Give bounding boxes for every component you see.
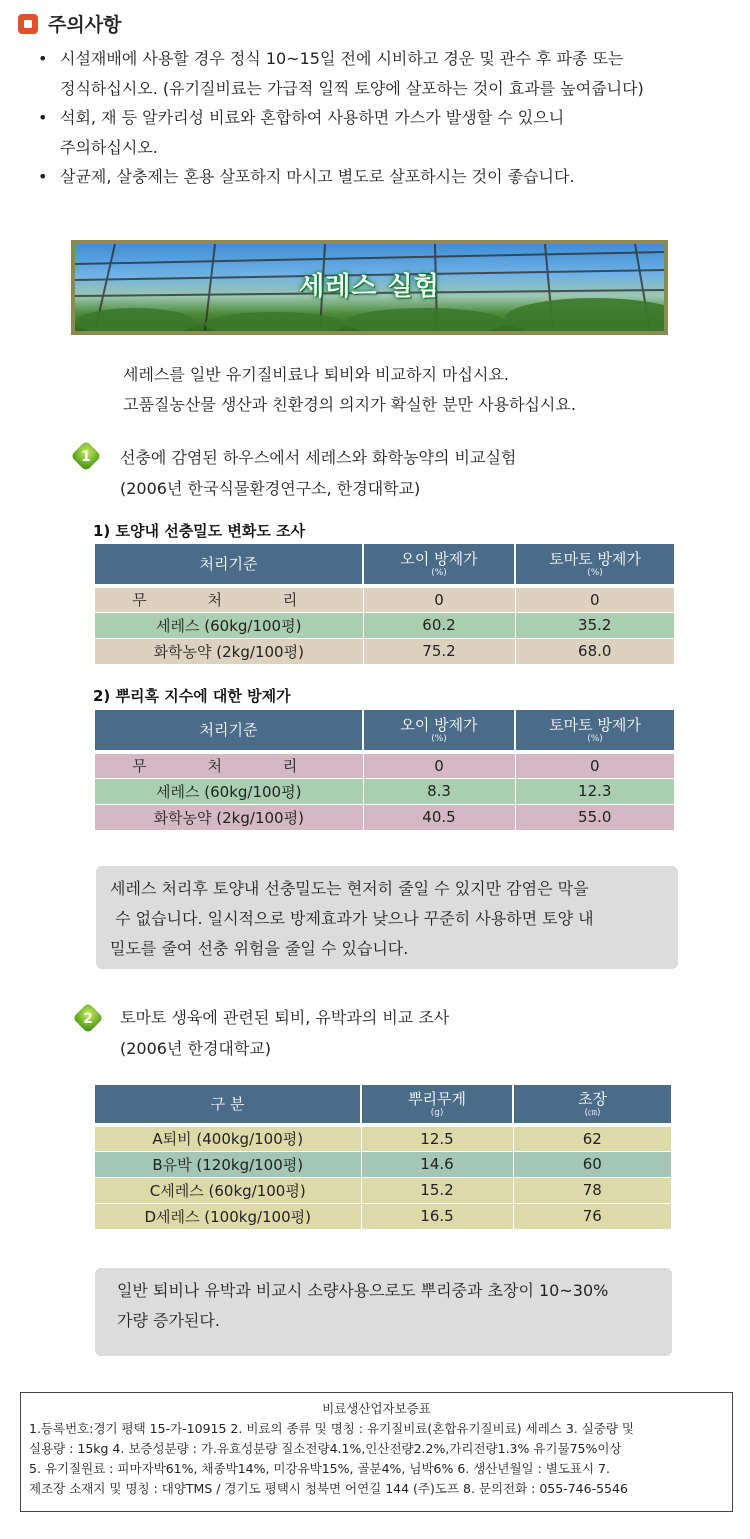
column-header: 구 분 — [95, 1085, 361, 1125]
caution-item: • 살균제, 살충제는 혼용 살포하지 마시고 별도로 살포하시는 것이 좋습니다. — [36, 162, 736, 192]
table2-title: 2) 뿌리혹 지수에 대한 방제가 — [93, 687, 291, 705]
svg-text:1: 1 — [81, 449, 91, 465]
table-row: 화학농약 (2kg/100평) 40.5 55.0 — [95, 804, 674, 830]
intro-text: 세레스를 일반 유기질비료나 퇴비와 비교하지 마십시요. 고품질농산물 생산과 친환경의 의지가 확실한 분만 사용하십시요. — [123, 365, 576, 414]
table-row: 무 처 리 0 0 — [95, 586, 674, 612]
column-header: 오이 방제가 (%) — [363, 544, 515, 586]
caution-title: 주의사항 — [48, 14, 122, 36]
table-row: 세레스 (60kg/100평) 8.3 12.3 — [95, 778, 674, 804]
number-one-diamond-icon — [70, 440, 102, 472]
table-row: C세레스 (60kg/100평) 15.2 78 — [95, 1177, 671, 1203]
table-row: 화학농약 (2kg/100평) 75.2 68.0 — [95, 638, 674, 664]
section2-heading: 토마토 생육에 관련된 퇴비, 유박과의 비교 조사 (2006년 한경대학교) — [120, 1008, 450, 1058]
caution-square-icon — [18, 14, 38, 34]
column-header: 처리기준 — [95, 710, 363, 752]
caution-item: • 시설재배에 사용할 경우 정식 10~15일 전에 시비하고 경운 및 관수 후 파종 또는 정식하십시오. (유기질비료는 가급적 일찍 토양에 살포하는 것이 효과를 높여줍니다) — [36, 44, 736, 103]
tomato-growth-table — [95, 1085, 671, 1229]
table-row: 무 처 리 0 0 — [95, 752, 674, 778]
section1-heading: 선충에 감염된 하우스에서 세레스와 화학농약의 비교실험 (2006년 한국식물환경연구소, 한경대학교) — [120, 448, 517, 498]
caution-header — [18, 10, 121, 37]
section2-note: 일반 퇴비나 유박과 비교시 소량사용으로도 뿌리중과 초장이 10~30% 가량 증가된다. — [95, 1268, 672, 1356]
svg-text:2: 2 — [83, 1011, 93, 1027]
section1-note: 세레스 처리후 토양내 선충밀도는 현저히 줄일 수 있지만 감염은 막을 수 없습니다. 일시적으로 방제효과가 낮으나 꾸준히 사용하면 토양 내 밀도를 줄여 선충 위험을 줄일 수 있습니다. — [96, 866, 678, 969]
guarantee-title: 비료생산업자보증표 — [322, 1401, 431, 1416]
column-header: 토마토 방제가 (%) — [515, 544, 674, 586]
column-header: 초장 (㎝) — [513, 1085, 671, 1125]
caution-item: • 석회, 재 등 알카리성 비료와 혼합하여 사용하면 가스가 발생할 수 있으니 주의하십시오. — [36, 103, 736, 162]
guarantee-line: 1.등록번호:경기 평택 15-가-10915 2. 비료의 종류 및 명칭 : 유기질비료(혼합유기질비료) 세레스 3. 실중량 및 — [29, 1421, 635, 1436]
table-row: D세레스 (100kg/100평) 16.5 76 — [95, 1203, 671, 1229]
column-header: 처리기준 — [95, 544, 363, 586]
root-knot-table — [95, 710, 674, 830]
guarantee-line: 5. 유기질원료 : 피마자박61%, 채종박14%, 미강유박15%, 골분4%, 님박6% 6. 생산년월일 : 별도표시 7. — [29, 1461, 610, 1476]
banner-title: 세레스 실험 — [299, 272, 440, 302]
table-row: 세레스 (60kg/100평) 60.2 35.2 — [95, 612, 674, 638]
table-row: B유박 (120kg/100평) 14.6 60 — [95, 1151, 671, 1177]
number-two-diamond-icon — [72, 1002, 104, 1034]
nematode-density-table — [95, 544, 674, 664]
column-header: 오이 방제가 (%) — [363, 710, 515, 752]
column-header: 토마토 방제가 (%) — [515, 710, 674, 752]
table-row: A퇴비 (400kg/100평) 12.5 62 — [95, 1125, 671, 1151]
experiment-banner — [71, 240, 668, 335]
guarantee-line: 실용량 : 15kg 4. 보증성분량 : 가.유효성분량 질소전량4.1%,인산전량2.2%,가리전량1.3% 유기물75%이상 — [29, 1441, 622, 1456]
fertilizer-guarantee-label — [20, 1392, 733, 1512]
guarantee-line: 제조장 소재지 및 명칭 : 대양TMS / 경기도 평택시 청북면 어연길 144 (주)도프 8. 문의전화 : 055-746-5546 — [29, 1481, 628, 1496]
table1-title: 1) 토양내 선충밀도 변화도 조사 — [93, 522, 306, 540]
caution-list — [36, 44, 736, 192]
column-header: 뿌리무게 (g) — [361, 1085, 513, 1125]
